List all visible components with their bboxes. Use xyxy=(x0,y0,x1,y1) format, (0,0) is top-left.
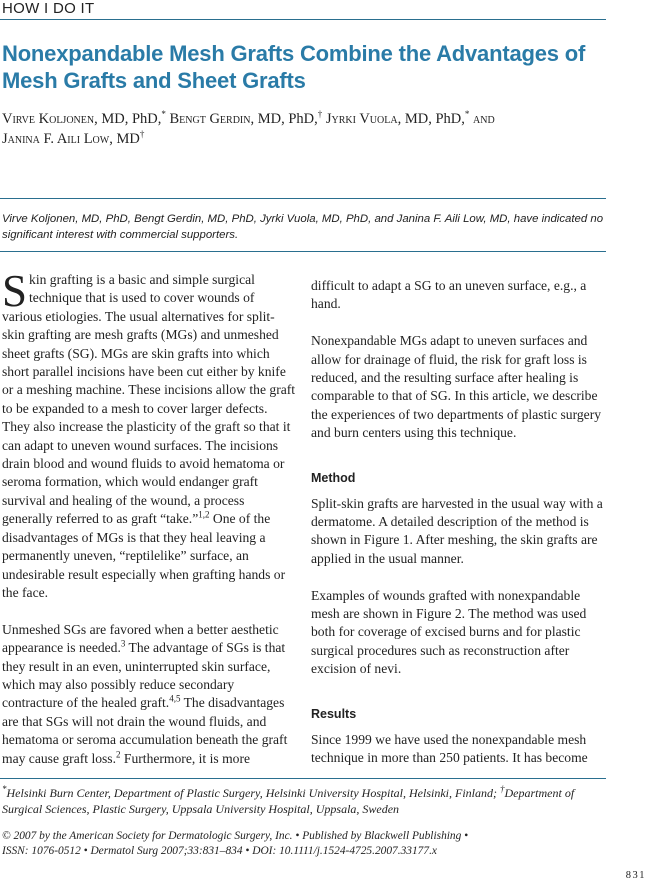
author-mark: † xyxy=(139,129,145,140)
body-column-right xyxy=(311,277,607,786)
affiliation-mark: * xyxy=(2,784,7,794)
author-degree: , MD xyxy=(109,131,140,147)
author-name: Virve Koljonen xyxy=(2,111,95,127)
paragraph-text: The disadvantages are that SGs will not drain the wound fluids, and hematoma or seroma accumulation beneath the graft may cause graft loss. xyxy=(2,695,288,766)
citation: 4,5 xyxy=(169,693,181,704)
author-name: Jyrki Vuola xyxy=(325,111,398,127)
author-mark: † xyxy=(317,109,323,120)
section-heading-method: Method xyxy=(311,470,356,485)
citation: 3 xyxy=(120,638,126,649)
citation: 2 xyxy=(116,749,121,760)
author-name: Janina F. Aili Low xyxy=(2,131,110,147)
paragraph-text: The advantage of SGs is that they result in an even, uninterrupted skin surface, which may also possibly reduce secondary contracture of the healed graft. xyxy=(2,640,286,711)
author-degree: , MD, PhD, xyxy=(94,111,162,127)
citation: 1,2 xyxy=(198,509,210,520)
article-title: Nonexpandable Mesh Grafts Combine the Advantages of Mesh Grafts and Sheet Grafts xyxy=(2,41,586,93)
author-mark: * xyxy=(161,109,166,120)
affiliation-text: Helsinki Burn Center, Department of Plastic Surgery, Helsinki University Hospital, Helsinki, Finland; xyxy=(6,786,500,800)
paragraph xyxy=(2,266,296,602)
paragraph xyxy=(2,621,296,768)
section-heading-results: Results xyxy=(311,706,357,721)
paragraph: Nonexpandable MGs adapt to uneven surfaces and allow for drainage of fluid, the risk for graft loss is reduced, and the resulting surface after healing is comparable to that of SG. In this article, we describe the experiences of two departments of plastic surgery and burn centers using this technique. xyxy=(311,333,602,441)
disclosure-statement: Virve Koljonen, MD, PhD, Bengt Gerdin, MD, PhD, Jyrki Vuola, MD, PhD, and Janina F. Aili Low, MD, have indicated no significant interest with commercial supporters. xyxy=(2,213,604,241)
paragraph-text: kin grafting is a basic and simple surgical technique that is used to cover wounds of various etiologies. The usual alternatives for split-skin grafting are mesh grafts (MGs) and unmeshed sheet grafts (SG). MGs are skin grafts into which short parallel incisions have been cut either by knife or a meshing machine. These incisions allow the graft to be expanded to a mesh to cover larger defects. They also increase the plasticity of the graft so that it can adapt to uneven wound surfaces. The incisions drain blood and wound fluids to avoid hematoma or seroma formation, which would endanger graft survival and healing of the wound, a process generally referred to as graft “take.” xyxy=(2,272,296,527)
paragraph-text: Furthermore, it is more xyxy=(120,750,251,766)
copyright-line: © 2007 by the American Society for Dermatologic Surgery, Inc. • Published by Blackwell Publishing • xyxy=(2,830,469,842)
copyright-notice xyxy=(2,829,606,859)
paragraph-text: One of the disadvantages of MGs is that they heal leaving a permanently uneven, “reptilelike” surface, an undesirable result especially when grafting hands or the face. xyxy=(2,511,286,600)
affiliations xyxy=(2,785,606,817)
affiliation-mark: † xyxy=(500,784,505,794)
divider xyxy=(0,251,606,252)
author-name: Bengt Gerdin xyxy=(169,111,251,127)
body-column-left xyxy=(2,266,296,786)
author-conjunction: and xyxy=(473,111,495,127)
divider xyxy=(0,198,606,199)
footnote-rule xyxy=(0,778,606,779)
paragraph-text: Unmeshed SGs are favored when a better aesthetic appearance is needed. xyxy=(2,621,279,656)
paragraph: Split-skin grafts are harvested in the usual way with a dermatome. A detailed description of the method is shown in Figure 1. After meshing, the skin grafts are applied in the usual manner. xyxy=(311,495,603,566)
author-degree: , MD, PhD, xyxy=(397,111,465,127)
affiliation-text: Department of Surgical Sciences, Plastic Surgery, Uppsala University Hospital, Uppsala, Sweden xyxy=(2,786,575,816)
author-degree: , MD, PhD, xyxy=(250,111,318,127)
page-number: 831 xyxy=(625,870,646,881)
section-label: HOW I DO IT xyxy=(2,0,95,17)
author-mark: * xyxy=(464,109,470,120)
paragraph: Examples of wounds grafted with nonexpandable mesh are shown in Figure 2. The method was used both for coverage of excised burns and for plastic surgical procedures such as reconstruction after excision of nevi. xyxy=(311,587,587,677)
author-list xyxy=(2,109,622,149)
header-rule xyxy=(0,19,606,20)
paragraph: difficult to adapt a SG to an uneven surface, e.g., a hand. xyxy=(311,278,587,312)
paragraph: Since 1999 we have used the nonexpandable mesh technique in more than 250 patients. It has become xyxy=(311,731,588,766)
issn-line: ISSN: 1076-0512 • Dermatol Surg 2007;33:831–834 • DOI: 10.1111/j.1524-4725.2007.33177.x xyxy=(2,845,437,857)
drop-cap: S xyxy=(2,266,28,316)
